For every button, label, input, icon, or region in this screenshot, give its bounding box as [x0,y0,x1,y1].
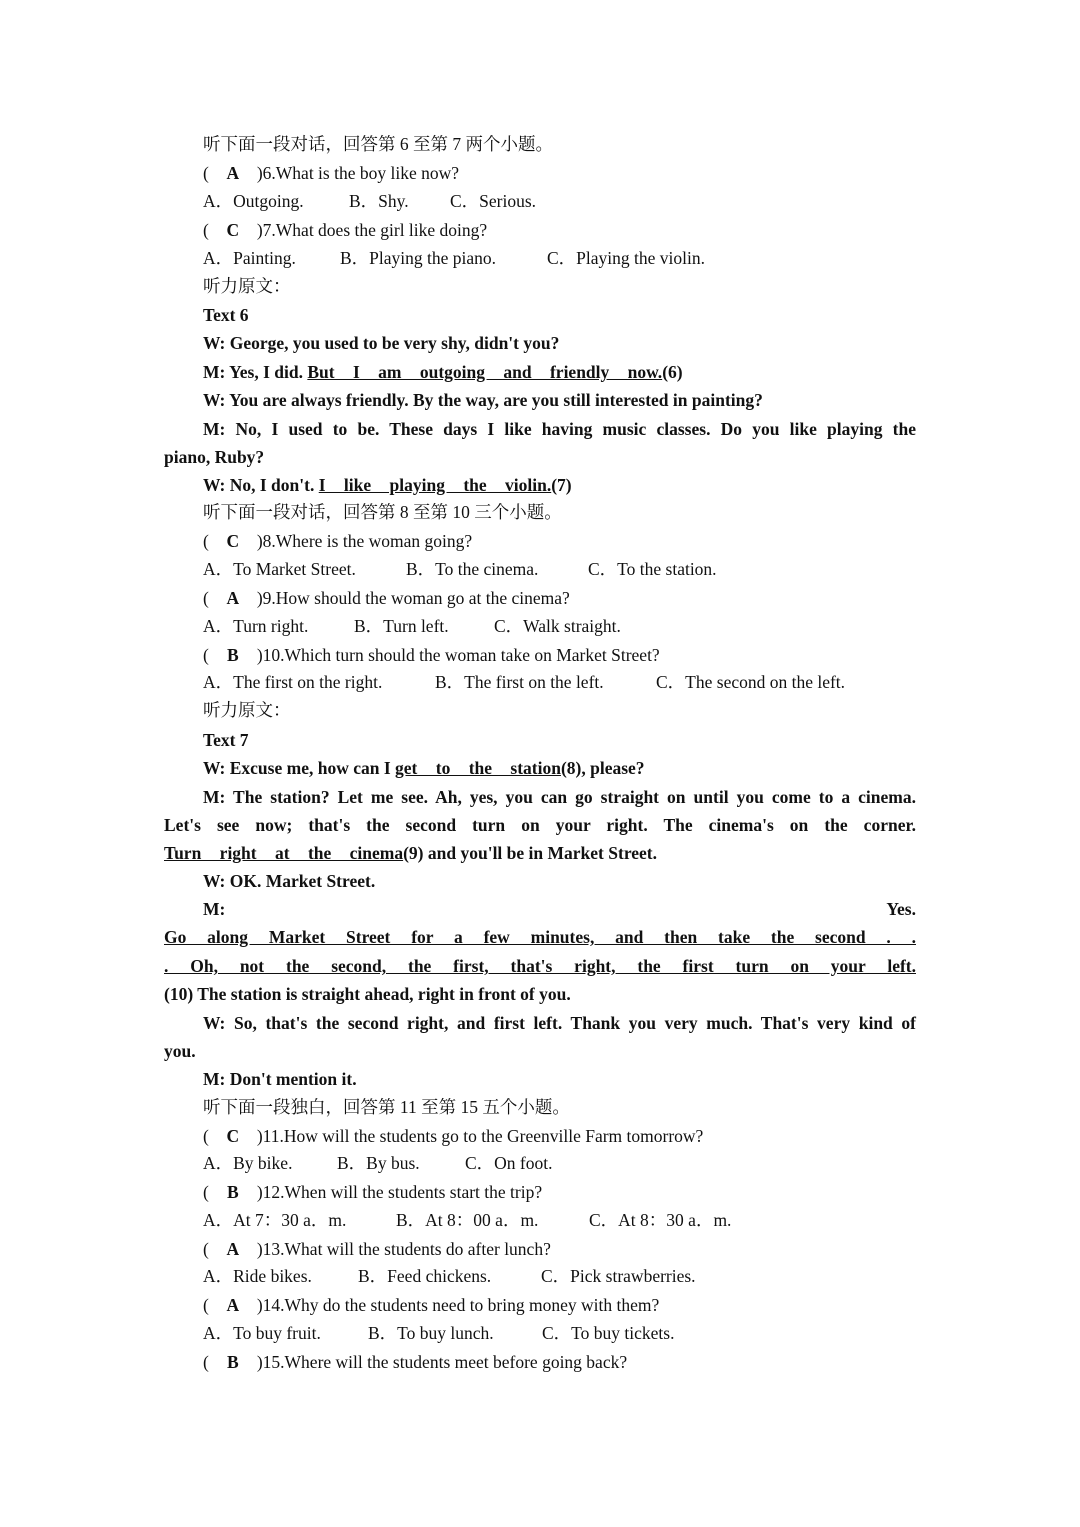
question-stem: )12.When will the students start the trip? [256,1182,543,1202]
line-text: M: Yes, I did. [203,362,308,382]
options-9 [203,615,621,637]
dialogue-line: Let's see now; that's the second turn on your right. The cinema's on the corner. [164,815,916,835]
dialogue-line [164,983,916,1005]
option-b: B．At 8：00 a．m. [396,1210,539,1230]
dialogue-line: W: OK. Market Street. [203,871,376,891]
question-7: ( C )7.What does the girl like doing? [203,220,488,240]
script-label: 听力原文： [203,700,291,720]
options-10 [203,671,845,693]
options-12 [203,1209,731,1231]
option-c: C．Playing the violin. [547,248,705,268]
option-c: C．At 8：30 a．m. [589,1210,732,1230]
question-stem: )8.Where is the woman going? [256,531,473,551]
dialogue-line: W: George, you used to be very shy, didn't you? [203,333,560,353]
line-text: Yes. [886,899,916,919]
line-text: The station is straight ahead, right in front of you. [193,984,571,1004]
underlined-answer: Go along Market Street for a few minutes, and then take the second . . [164,927,916,947]
option-a: A．To buy fruit. [203,1323,321,1343]
section-intro: 听下面一段独白，回答第 11 至第 15 五个小题。 [203,1097,570,1117]
answer-letter: C [226,531,240,551]
dialogue-line [203,361,683,383]
dialogue-line: you. [164,1041,196,1061]
option-c: C．Pick strawberries. [541,1266,696,1286]
question-14: ( A )14.Why do the students need to bring money with them? [203,1295,660,1315]
dialogue-line [203,898,916,920]
question-6: ( A )6.What is the boy like now? [203,163,460,183]
option-c: C．To buy tickets. [542,1323,675,1343]
option-b: B．To the cinema. [406,559,539,579]
line-text: W: No, I don't. [203,475,319,495]
question-stem: )10.Which turn should the woman take on Market Street? [256,645,660,665]
option-c: C．Walk straight. [494,616,621,636]
answer-letter: B [226,645,239,665]
dialogue-line [203,474,572,496]
option-b: B．Feed chickens. [358,1266,492,1286]
answer-letter: A [226,588,240,608]
options-7 [203,247,705,269]
line-text: (9) and you'll be in Market Street. [403,843,658,863]
option-c: C．The second on the left. [656,672,846,692]
question-stem: )9.How should the woman go at the cinema? [256,588,570,608]
option-c: C．Serious. [450,191,537,211]
underlined-answer: I like playing the violin. [318,475,552,495]
options-8 [203,558,717,580]
dialogue-line: W: So, that's the second right, and first left. Thank you very much. That's very kind of [203,1013,916,1033]
answer-letter: A [226,163,240,183]
answer-letter: A [226,1239,240,1259]
question-stem: )13.What will the students do after lunch? [256,1239,551,1259]
question-stem: )7.What does the girl like doing? [256,220,488,240]
underlined-answer: . Oh, not the second, the first, that's right, the first turn on your left. [164,956,916,976]
option-c: C．On foot. [465,1153,553,1173]
dialogue-line [164,842,916,864]
underlined-answer: get to the station [395,758,561,778]
answer-letter: A [226,1295,240,1315]
dialogue-line: M: Don't mention it. [203,1069,357,1089]
line-text: W: Excuse me, how can I [203,758,396,778]
option-a: A．By bike. [203,1153,293,1173]
question-11: ( C )11.How will the students go to the Greenville Farm tomorrow? [203,1126,704,1146]
text-title: Text 7 [203,730,249,750]
options-11 [203,1152,553,1174]
line-text: (10) [164,984,194,1004]
option-b: B．The first on the left. [435,672,604,692]
options-6 [203,190,536,212]
option-b: B．Shy. [349,191,409,211]
answer-letter: C [226,1126,240,1146]
question-9: ( A )9.How should the woman go at the cinema? [203,588,570,608]
option-b: B．By bus. [337,1153,420,1173]
question-stem: )15.Where will the students meet before going back? [256,1352,628,1372]
answer-letter: C [226,220,240,240]
dialogue-line: M: No, I used to be. These days I like having music classes. Do you like playing the [203,419,916,439]
question-stem: )6.What is the boy like now? [256,163,460,183]
question-15: ( B )15.Where will the students meet before going back? [203,1352,628,1372]
question-stem: )14.Why do the students need to bring money with them? [256,1295,660,1315]
option-b: B．Turn left. [354,616,449,636]
options-14 [203,1322,674,1344]
option-a: A．Ride bikes. [203,1266,312,1286]
question-stem: )11.How will the students go to the Greenville Farm tomorrow? [256,1126,704,1146]
options-13 [203,1265,696,1287]
line-text: (7) [551,475,572,495]
option-a: A．Outgoing. [203,191,304,211]
question-10: ( B )10.Which turn should the woman take on Market Street? [203,645,660,665]
question-12: ( B )12.When will the students start the trip? [203,1182,543,1202]
option-a: A．To Market Street. [203,559,356,579]
dialogue-line [203,757,645,779]
speaker-label: M: [203,899,226,919]
section-intro: 听下面一段对话，回答第 6 至第 7 两个小题。 [203,134,553,154]
question-13: ( A )13.What will the students do after lunch? [203,1239,551,1259]
dialogue-line: M: The station? Let me see. Ah, yes, you can go straight on until you come to a cinema. [203,787,916,807]
dialogue-line: W: You are always friendly. By the way, are you still interested in painting? [203,390,763,410]
dialogue-line: piano, Ruby? [164,447,265,467]
line-text: (6) [662,362,683,382]
option-c: C．To the station. [588,559,717,579]
underlined-answer: Turn right at the cinema [164,843,404,863]
answer-letter: B [226,1352,239,1372]
option-a: A．Painting. [203,248,296,268]
option-b: B．Playing the piano. [340,248,497,268]
section-intro: 听下面一段对话，回答第 8 至第 10 三个小题。 [203,502,562,522]
option-b: B．To buy lunch. [368,1323,494,1343]
question-8: ( C )8.Where is the woman going? [203,531,473,551]
answer-letter: B [226,1182,239,1202]
script-label: 听力原文： [203,276,291,296]
option-a: A．The first on the right. [203,672,383,692]
underlined-answer: But I am outgoing and friendly now. [307,362,663,382]
text-title: Text 6 [203,305,249,325]
option-a: A．At 7：30 a．m. [203,1210,347,1230]
option-a: A．Turn right. [203,616,309,636]
line-text: (8), please? [560,758,645,778]
